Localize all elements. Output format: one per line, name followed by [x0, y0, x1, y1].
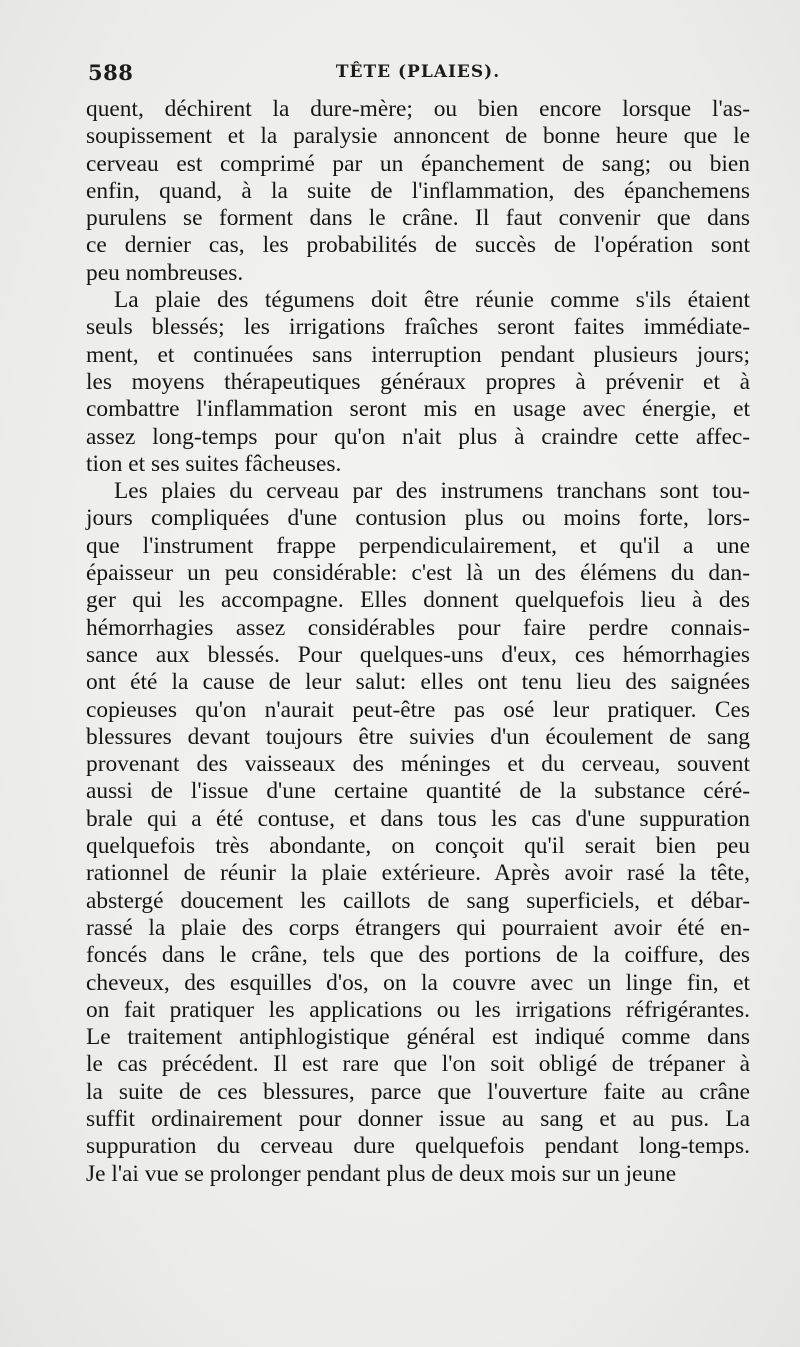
text-line: sance aux blessés. Pour quelques-uns d'eux, ces hémorrhagies	[86, 641, 750, 668]
text-line: enfin, quand, à la suite de l'inflammation, des épanchemens	[86, 177, 750, 204]
text-line: quelquefois très abondante, on conçoit qu'il serait bien peu	[86, 833, 750, 860]
text-line: Le traitement antiphlogistique général est indiqué comme dans	[86, 1024, 750, 1051]
paragraph	[86, 478, 750, 1188]
text-line: rassé la plaie des corps étrangers qui pourraient avoir été en-	[86, 914, 750, 941]
text-line: abstergé doucement les caillots de sang superficiels, et débar-	[86, 887, 750, 914]
text-line: cheveux, des esquilles d'os, on la couvre avec un linge fin, et	[86, 969, 750, 996]
text-line: assez long-temps pour qu'on n'ait plus à craindre cette affec-	[86, 423, 750, 450]
text-line: foncés dans le crâne, tels que des portions de la coiffure, des	[86, 942, 750, 969]
text-line: tion et ses suites fâcheuses.	[86, 450, 342, 477]
page-number: 588	[88, 60, 134, 85]
text-line: purulens se forment dans le crâne. Il faut convenir que dans	[86, 205, 750, 232]
text-line: rationnel de réunir la plaie extérieure. Après avoir rasé la tête,	[86, 860, 750, 887]
text-line: suppuration du cerveau dure quelquefois pendant long-temps.	[86, 1133, 750, 1160]
text-line: ont été la cause de leur salut: elles ont tenu lieu des saignées	[86, 669, 750, 696]
text-line: cerveau est comprimé par un épanchement de sang; ou bien	[86, 150, 750, 177]
paragraph	[86, 96, 750, 287]
page-header	[88, 58, 748, 90]
text-line: soupissement et la paralysie annoncent de bonne heure que le	[86, 123, 750, 150]
text-line: ger qui les accompagne. Elles donnent quelquefois lieu à des	[86, 587, 750, 614]
text-line: peu nombreuses.	[86, 259, 244, 286]
text-line: provenant des vaisseaux des méninges et du cerveau, souvent	[86, 751, 750, 778]
text-line: hémorrhagies assez considérables pour faire perdre connais-	[86, 614, 750, 641]
text-line: quent, déchirent la dure-mère; ou bien encore lorsque l'as-	[86, 96, 750, 122]
text-line: épaisseur un peu considérable: c'est là un des élémens du dan-	[86, 560, 750, 587]
text-line: Les plaies du cerveau par des instrumens tranchans sont tou-	[114, 478, 750, 505]
text-line: blessures devant toujours être suivies d'un écoulement de sang	[86, 723, 750, 750]
text-line: ce dernier cas, les probabilités de succès de l'opération sont	[86, 232, 750, 259]
text-line: Je l'ai vue se prolonger pendant plus de deux mois sur un jeune	[86, 1160, 677, 1187]
text-line: combattre l'inflammation seront mis en usage avec énergie, et	[86, 396, 750, 423]
text-line: la suite de ces blessures, parce que l'ouverture faite au crâne	[86, 1078, 750, 1105]
text-line: copieuses qu'on n'aurait peut-être pas osé leur pratiquer. Ces	[86, 696, 750, 723]
text-line: que l'instrument frappe perpendiculairement, et qu'il a une	[86, 532, 750, 559]
paragraph	[86, 287, 750, 478]
body-text	[86, 96, 750, 1188]
text-line: on fait pratiquer les applications ou les irrigations réfrigérantes.	[86, 996, 750, 1023]
text-line: aussi de l'issue d'une certaine quantité de la substance céré-	[86, 778, 750, 805]
text-line: seuls blessés; les irrigations fraîches seront faites immédiate-	[86, 314, 750, 341]
text-line: brale qui a été contuse, et dans tous les cas d'une suppuration	[86, 805, 750, 832]
text-line: les moyens thérapeutiques généraux propres à prévenir et à	[86, 368, 750, 395]
text-line: La plaie des tégumens doit être réunie comme s'ils étaient	[114, 287, 750, 314]
text-line: le cas précédent. Il est rare que l'on soit obligé de trépaner à	[86, 1051, 750, 1078]
text-line: ment, et continuées sans interruption pendant plusieurs jours;	[86, 341, 750, 368]
text-line: jours compliquées d'une contusion plus ou moins forte, lors-	[86, 505, 750, 532]
running-head: TÊTE (PLAIES).	[335, 62, 501, 82]
text-line: suffit ordinairement pour donner issue au sang et au pus. La	[86, 1105, 750, 1132]
